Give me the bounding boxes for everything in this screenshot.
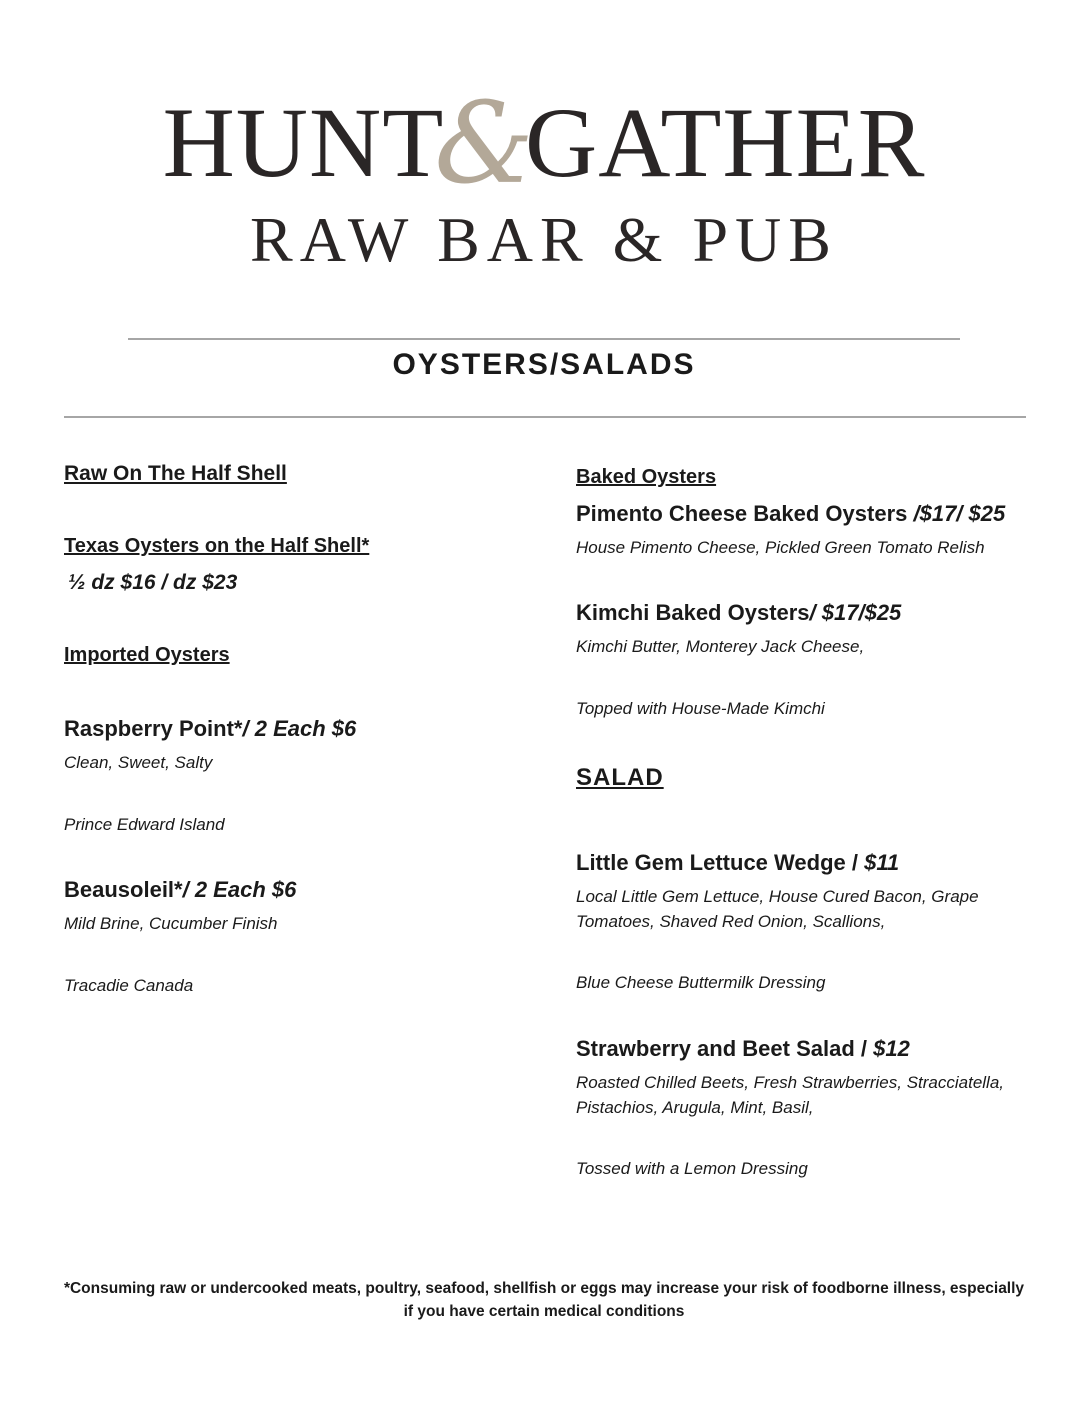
item-description: Roasted Chilled Beets, Fresh Strawberries, Stracciatella, Pistachios, Arugula, Mint, Basil, xyxy=(576,1073,1005,1117)
item-price: / 2 Each $6 xyxy=(182,877,297,902)
logo-subtitle: RAW BAR & PUB xyxy=(250,204,838,275)
item-description-2: Topped with House-Made Kimchi xyxy=(576,699,825,718)
item-description: Clean, Sweet, Salty xyxy=(64,753,213,772)
item-description: Local Little Gem Lettuce, House Cured Bacon, Grape Tomatoes, Shaved Red Onion, Scallions, xyxy=(576,887,979,931)
item-price: $11 xyxy=(864,850,900,875)
texas-oysters-price: ½ dz $16 / dz $23 xyxy=(68,571,238,594)
item-origin: Tracadie Canada xyxy=(64,976,194,995)
item-name: Strawberry and Beet Salad / xyxy=(576,1036,874,1061)
item-price: /$17/ $25 xyxy=(913,501,1006,526)
menu-item-strawberry-beet-salad xyxy=(576,1036,910,1062)
imported-oysters-header: Imported Oysters xyxy=(64,644,230,666)
menu-item-little-gem-wedge xyxy=(576,850,899,876)
top-divider xyxy=(128,338,960,340)
menu-item-kimchi-oysters xyxy=(576,600,901,626)
baked-oysters-header: Baked Oysters xyxy=(576,466,717,488)
raw-half-shell-header: Raw On The Half Shell xyxy=(64,462,287,485)
section-divider xyxy=(64,416,1026,418)
food-safety-disclaimer: *Consuming raw or undercooked meats, poultry, seafood, shellfish or eggs may increase your risk of foodborne illness, especially if you have certain medical conditions xyxy=(63,1280,1025,1320)
item-price: $12 xyxy=(873,1036,910,1061)
item-name: Kimchi Baked Oysters xyxy=(576,600,810,625)
item-description: Mild Brine, Cucumber Finish xyxy=(64,914,278,933)
section-title: OYSTERS/SALADS xyxy=(392,348,696,381)
logo-word-gather: GATHER xyxy=(525,87,926,198)
logo-ampersand: & xyxy=(434,79,535,209)
item-price: / $17/$25 xyxy=(809,600,902,625)
item-name: Little Gem Lettuce Wedge / xyxy=(576,850,865,875)
item-dressing: Tossed with a Lemon Dressing xyxy=(576,1159,808,1178)
salad-header: SALAD xyxy=(576,764,664,791)
item-price: / 2 Each $6 xyxy=(242,716,357,741)
logo-word-hunt: HUNT xyxy=(162,87,445,198)
logo-wordmark xyxy=(0,79,1088,209)
item-name: Raspberry Point* xyxy=(64,716,243,741)
menu-item-pimento-cheese-oysters xyxy=(576,501,1005,527)
menu-item-beausoleil xyxy=(64,877,296,903)
item-name: Beausoleil* xyxy=(64,877,183,902)
texas-oysters-header: Texas Oysters on the Half Shell* xyxy=(64,535,370,557)
menu-item-raspberry-point xyxy=(64,716,356,742)
item-name: Pimento Cheese Baked Oysters xyxy=(576,501,914,526)
item-description: House Pimento Cheese, Pickled Green Tomato Relish xyxy=(576,538,985,557)
item-dressing: Blue Cheese Buttermilk Dressing xyxy=(576,973,826,992)
item-description: Kimchi Butter, Monterey Jack Cheese, xyxy=(576,637,865,656)
item-origin: Prince Edward Island xyxy=(64,815,225,834)
